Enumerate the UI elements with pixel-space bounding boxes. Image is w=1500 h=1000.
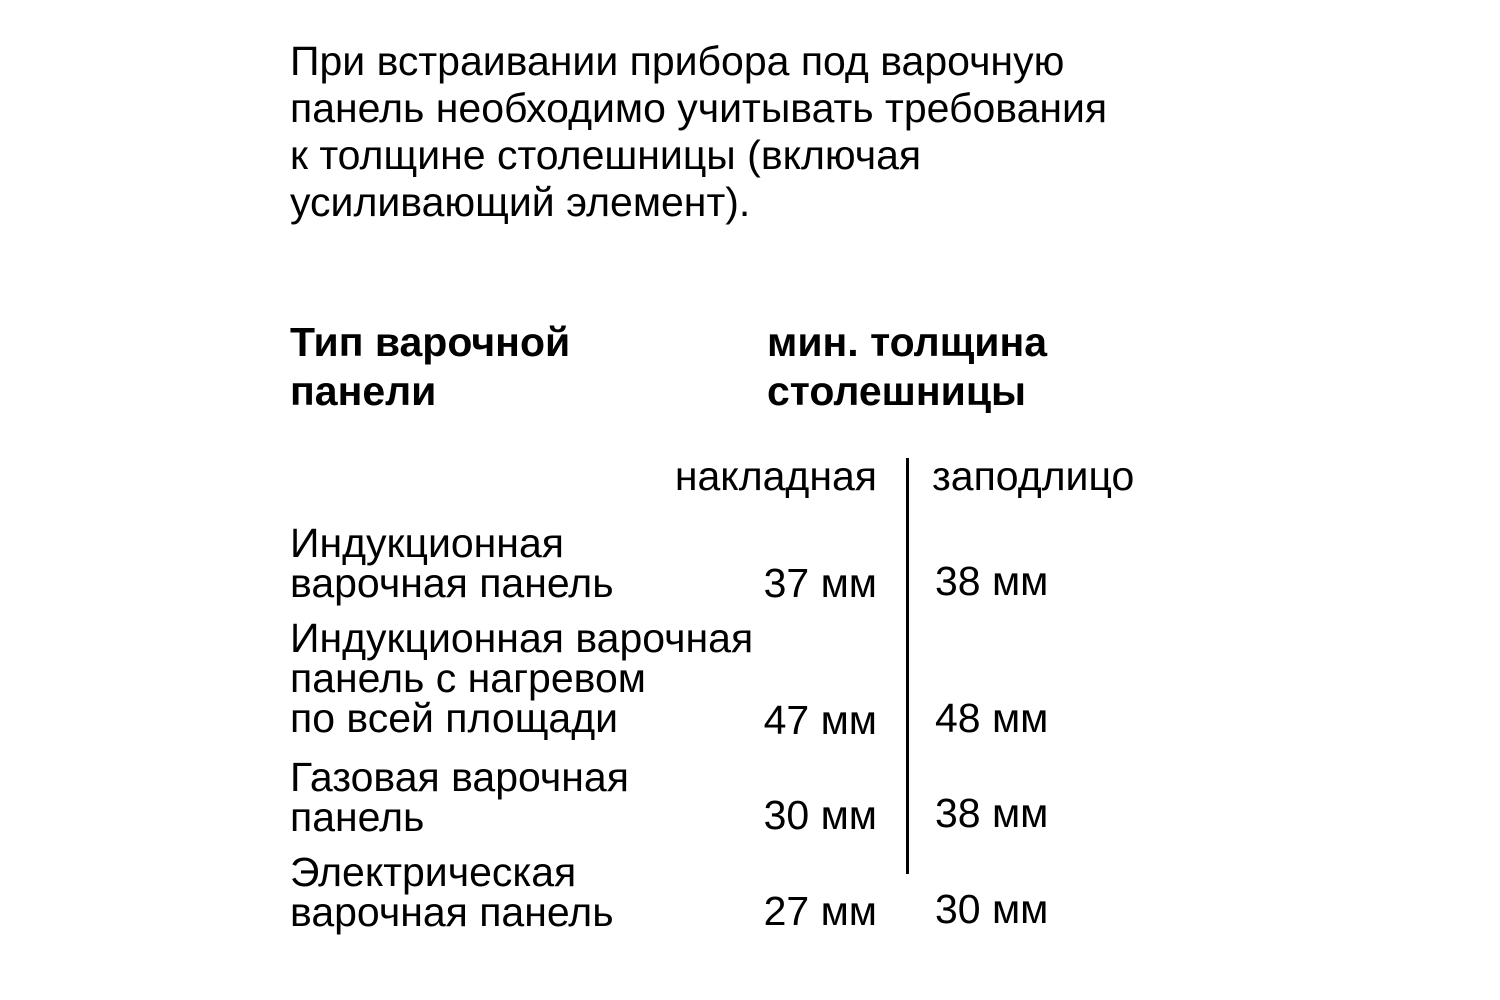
value-electric-overlay: 27 мм (763, 888, 877, 934)
value-gas-flush: 38 мм (935, 790, 1049, 836)
intro-line: усиливающий элемент). (290, 179, 751, 225)
row-label-line: варочная панель (290, 560, 614, 606)
header-line: мин. толщина (767, 319, 1048, 365)
row-label-induction-full-area (290, 615, 754, 741)
intro-paragraph (290, 38, 1290, 226)
column-header-min-thickness (767, 318, 1047, 416)
value-induction-flush: 38 мм (935, 558, 1049, 604)
row-label-gas (290, 754, 629, 840)
row-label-line: Газовая варочная (290, 754, 629, 800)
row-label-electric (290, 849, 614, 935)
row-label-line: варочная панель (290, 889, 614, 935)
row-label-line: панель с нагревом (290, 655, 646, 701)
column-header-hob-type (290, 318, 570, 416)
intro-line: к толщине столешницы (включая (290, 132, 922, 178)
value-gas-overlay: 30 мм (763, 792, 877, 838)
subheader-overlay: накладная (674, 453, 877, 499)
header-line: столешницы (767, 368, 1027, 414)
header-line: Тип варочной (290, 319, 571, 365)
header-line: панели (290, 368, 437, 414)
intro-line: При встраивании прибора под варочную (290, 38, 1065, 84)
row-label-line: по всей площади (290, 695, 619, 741)
value-induction-full-area-overlay: 47 мм (763, 697, 877, 743)
intro-line: панель необходимо учитывать требования (290, 85, 1108, 131)
row-label-line: Электрическая (290, 849, 577, 895)
row-label-induction (290, 520, 614, 606)
column-divider (906, 458, 909, 874)
value-electric-flush: 30 мм (935, 886, 1049, 932)
row-label-line: панель (290, 794, 425, 840)
subheader-flush: заподлицо (932, 453, 1135, 499)
row-label-line: Индукционная варочная (290, 615, 754, 661)
value-induction-overlay: 37 мм (763, 560, 877, 606)
value-induction-full-area-flush: 48 мм (935, 695, 1049, 741)
row-label-line: Индукционная (290, 520, 564, 566)
